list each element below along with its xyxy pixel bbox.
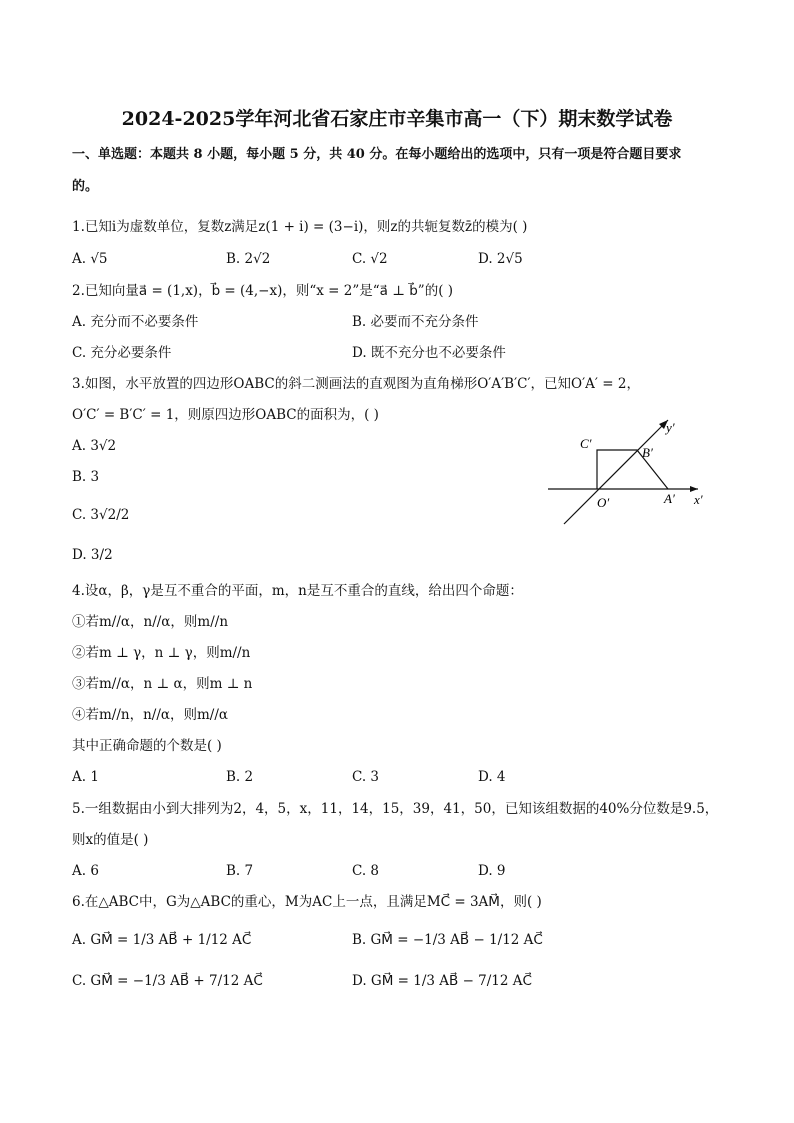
- q6-option-a[interactable]: A. GM⃗ = 1/3 AB⃗ + 1/12 AC⃗: [72, 932, 252, 948]
- q4-option-c[interactable]: C. 3: [352, 769, 380, 785]
- q1-option-b[interactable]: B. 2√2: [226, 251, 271, 267]
- q2-option-d[interactable]: D. 既不充分也不必要条件: [352, 345, 506, 361]
- q5-option-c[interactable]: C. 8: [352, 863, 380, 879]
- section-heading: 一、单选题：本题共 8 小题，每小题 5 分，共 40 分。在每小题给出的选项中，只有一项是符合题目要求: [72, 147, 682, 162]
- q4-option-a[interactable]: A. 1: [72, 769, 99, 785]
- q5-stem-line2: 则x的值是( ): [72, 832, 149, 848]
- q4-stem: 4.设α，β，γ是互不重合的平面，m，n是互不重合的直线，给出四个命题：: [72, 583, 523, 599]
- q3-stem-line2: O′C′ = B′C′ = 1，则原四边形OABC的面积为，( ): [72, 407, 379, 423]
- q2-option-a[interactable]: A. 充分而不必要条件: [72, 314, 199, 330]
- q3-option-d[interactable]: D. 3/2: [72, 547, 113, 563]
- q4-prop-3: ③若m//α，n ⊥ α，则m ⊥ n: [72, 676, 253, 692]
- q1-option-d[interactable]: D. 2√5: [478, 251, 523, 267]
- q4-prop-4: ④若m//n，n//α，则m//α: [72, 707, 229, 723]
- q1-option-a[interactable]: A. √5: [72, 251, 108, 267]
- oblique-trapezoid-figure: [540, 410, 715, 530]
- q4-option-b[interactable]: B. 2: [226, 769, 254, 785]
- q5-stem-line1: 5.一组数据由小到大排列为2，4，5，x，11，14，15，39，41，50，已知该组数据的40%分位数是9.5，: [72, 801, 719, 817]
- page-title: 2024-2025学年河北省石家庄市辛集市高一（下）期末数学试卷: [121, 108, 673, 130]
- q2-stem: 2.已知向量a⃗ = (1,x)，b⃗ = (4,−x)，则“x = 2”是“a⃗ ⊥ b⃗”的( ): [72, 283, 454, 299]
- q3-option-b[interactable]: B. 3: [72, 469, 100, 485]
- section-heading-cont: 的。: [72, 179, 99, 194]
- q4-prop-2: ②若m ⊥ γ，n ⊥ γ，则m//n: [72, 645, 251, 661]
- label-o: O′: [597, 495, 610, 510]
- label-a: A′: [664, 491, 675, 506]
- q1-option-c[interactable]: C. √2: [352, 251, 388, 267]
- q4-option-d[interactable]: D. 4: [478, 769, 506, 785]
- label-c: C′: [580, 436, 592, 451]
- q1-stem: 1.已知i为虚数单位，复数z满足z(1 + i) = (3−i)，则z的共轭复数z̄的模为( ): [72, 219, 528, 235]
- q5-option-b[interactable]: B. 7: [226, 863, 254, 879]
- q2-option-b[interactable]: B. 必要而不充分条件: [352, 314, 479, 330]
- q5-option-d[interactable]: D. 9: [478, 863, 506, 879]
- q5-option-a[interactable]: A. 6: [72, 863, 99, 879]
- label-x: x′: [694, 492, 703, 507]
- q6-option-b[interactable]: B. GM⃗ = −1/3 AB⃗ − 1/12 AC⃗: [352, 932, 543, 948]
- q4-ask: 其中正确命题的个数是( ): [72, 738, 222, 754]
- label-y: y′: [666, 420, 675, 435]
- label-b: B′: [642, 445, 653, 460]
- q3-stem-line1: 3.如图，水平放置的四边形OABC的斜二测画法的直观图为直角梯形O′A′B′C′，已知O′A′ = 2，: [72, 376, 640, 392]
- q4-prop-1: ①若m//α，n//α，则m//n: [72, 614, 229, 630]
- q3-option-c[interactable]: C. 3√2/2: [72, 507, 130, 523]
- q3-option-a[interactable]: A. 3√2: [72, 438, 117, 454]
- q6-stem: 6.在△ABC中，G为△ABC的重心，M为AC上一点，且满足MC⃗ = 3AM⃗，则( ): [72, 894, 542, 910]
- q2-option-c[interactable]: C. 充分必要条件: [72, 345, 172, 361]
- q6-option-c[interactable]: C. GM⃗ = −1/3 AB⃗ + 7/12 AC⃗: [72, 973, 263, 989]
- q6-option-d[interactable]: D. GM⃗ = 1/3 AB⃗ − 7/12 AC⃗: [352, 973, 532, 989]
